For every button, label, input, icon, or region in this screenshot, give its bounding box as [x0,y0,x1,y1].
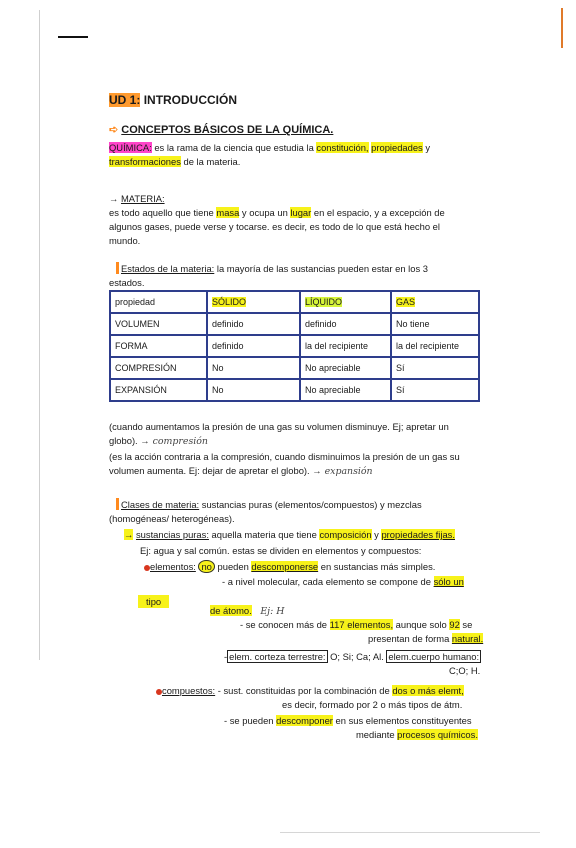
elementos-line5: presentan de forma natural. [368,633,484,644]
orange-marker [116,262,119,274]
table-header-cell: propiedad [110,291,207,313]
quimica-term: QUÍMICA: [109,142,152,153]
estados-line2: estados. [109,277,145,288]
unit-title: INTRODUCCIÓN [143,93,238,107]
table-header-cell: SÓLIDO [207,291,300,313]
materia-line2: algunos gases, puede verse y tocarse. es decir, es todo de lo que está hecho el [109,221,440,232]
compression-note-line1: (cuando aumentamos la presión de una gas su volumen disminuye. Ej; apretar un [109,421,449,432]
compression-note-line2: globo). → compresión [109,435,208,447]
materia-line1: es todo aquello que tiene masa y ocupa un lugar en el espacio, y a excepción de [109,207,445,218]
materia-heading: → MATERIA: [109,193,165,204]
clases-line2: (homogéneas/ heterogéneas). [109,513,235,524]
pen-mark [58,36,88,38]
unit-title-line [109,93,237,107]
arrow-icon: → [312,465,322,476]
elementos-tipo: tipo [138,595,169,608]
arrow-icon: ➪ [109,124,119,136]
compuestos-line2: es decir, formado por 2 o más tipos de átm. [282,699,463,710]
arrow-icon: → [124,529,134,540]
states-table [109,290,480,402]
compuestos-line3: - se pueden descomponer en sus elementos constituyentes [224,715,472,726]
table-row: COMPRESIÓN No No apreciable Sí [110,357,479,379]
compuestos-line4: mediante procesos químicos. [356,729,478,740]
elementos-line7: C;O; H. [449,665,481,676]
elementos-line2: - a nivel molecular, cada elemento se compone de sólo un [222,576,464,587]
page-edge-mark [561,8,563,48]
elementos-line6: - elem. corteza terrestre: O; Si; Ca; Al. elem.cuerpo humano: [224,651,480,662]
materia-line3: mundo. [109,235,141,246]
sustancias-puras-line2: Ej: agua y sal común. estas se dividen en elementos y compuestos: [140,545,422,556]
table-header-cell: LÍQUIDO [300,291,391,313]
unit-tag: UD 1: [109,93,141,107]
table-header-row [110,291,479,313]
table-row: EXPANSIÓN No No apreciable Sí [110,379,479,401]
compuestos-line1: compuestos: - sust. constituidas por la combinación de dos o más elemt, [156,684,464,697]
expansion-note-line1: (es la acción contraria a la compresión, cuando disminuimos la presión de un gas su [109,451,460,462]
clases-line1: Clases de materia: sustancias puras (elementos/compuestos) y mezclas [121,499,422,510]
expansion-note-line2: volumen aumenta. Ej: dejar de apretar el globo). → expansión [109,465,373,477]
table-header-cell: GAS [391,291,479,313]
arrow-icon: → [109,193,119,204]
table-row: FORMA definido la del recipiente la del recipiente [110,335,479,357]
arrow-icon: → [140,435,150,446]
estados-line1: Estados de la materia: la mayoría de las sustancias pueden estar en los 3 [121,263,428,274]
quimica-definition-line2: transformaciones de la materia. [109,156,241,167]
quimica-definition-line1: QUÍMICA: es la rama de la ciencia que estudia la constitución, propiedades y [109,142,431,153]
table-row: VOLUMEN definido definido No tiene [110,313,479,335]
sustancias-puras-line1: → sustancias puras: aquella materia que tiene composición y propiedades fijas. [124,529,455,540]
elementos-line4: - se conocen más de 117 elementos, aunque solo 92 se [240,619,473,630]
section-heading-text: CONCEPTOS BÁSICOS DE LA QUÍMICA. [121,124,334,136]
orange-marker [116,498,119,510]
elementos-line3: de átomo. Ej: H [210,605,285,617]
page-bottom-shadow [280,832,540,833]
no-circled: no [198,560,214,573]
elementos-line1: elementos: no pueden descomponerse en sustancias más simples. [144,560,435,573]
section-heading [109,123,333,136]
margin-line [39,10,40,660]
